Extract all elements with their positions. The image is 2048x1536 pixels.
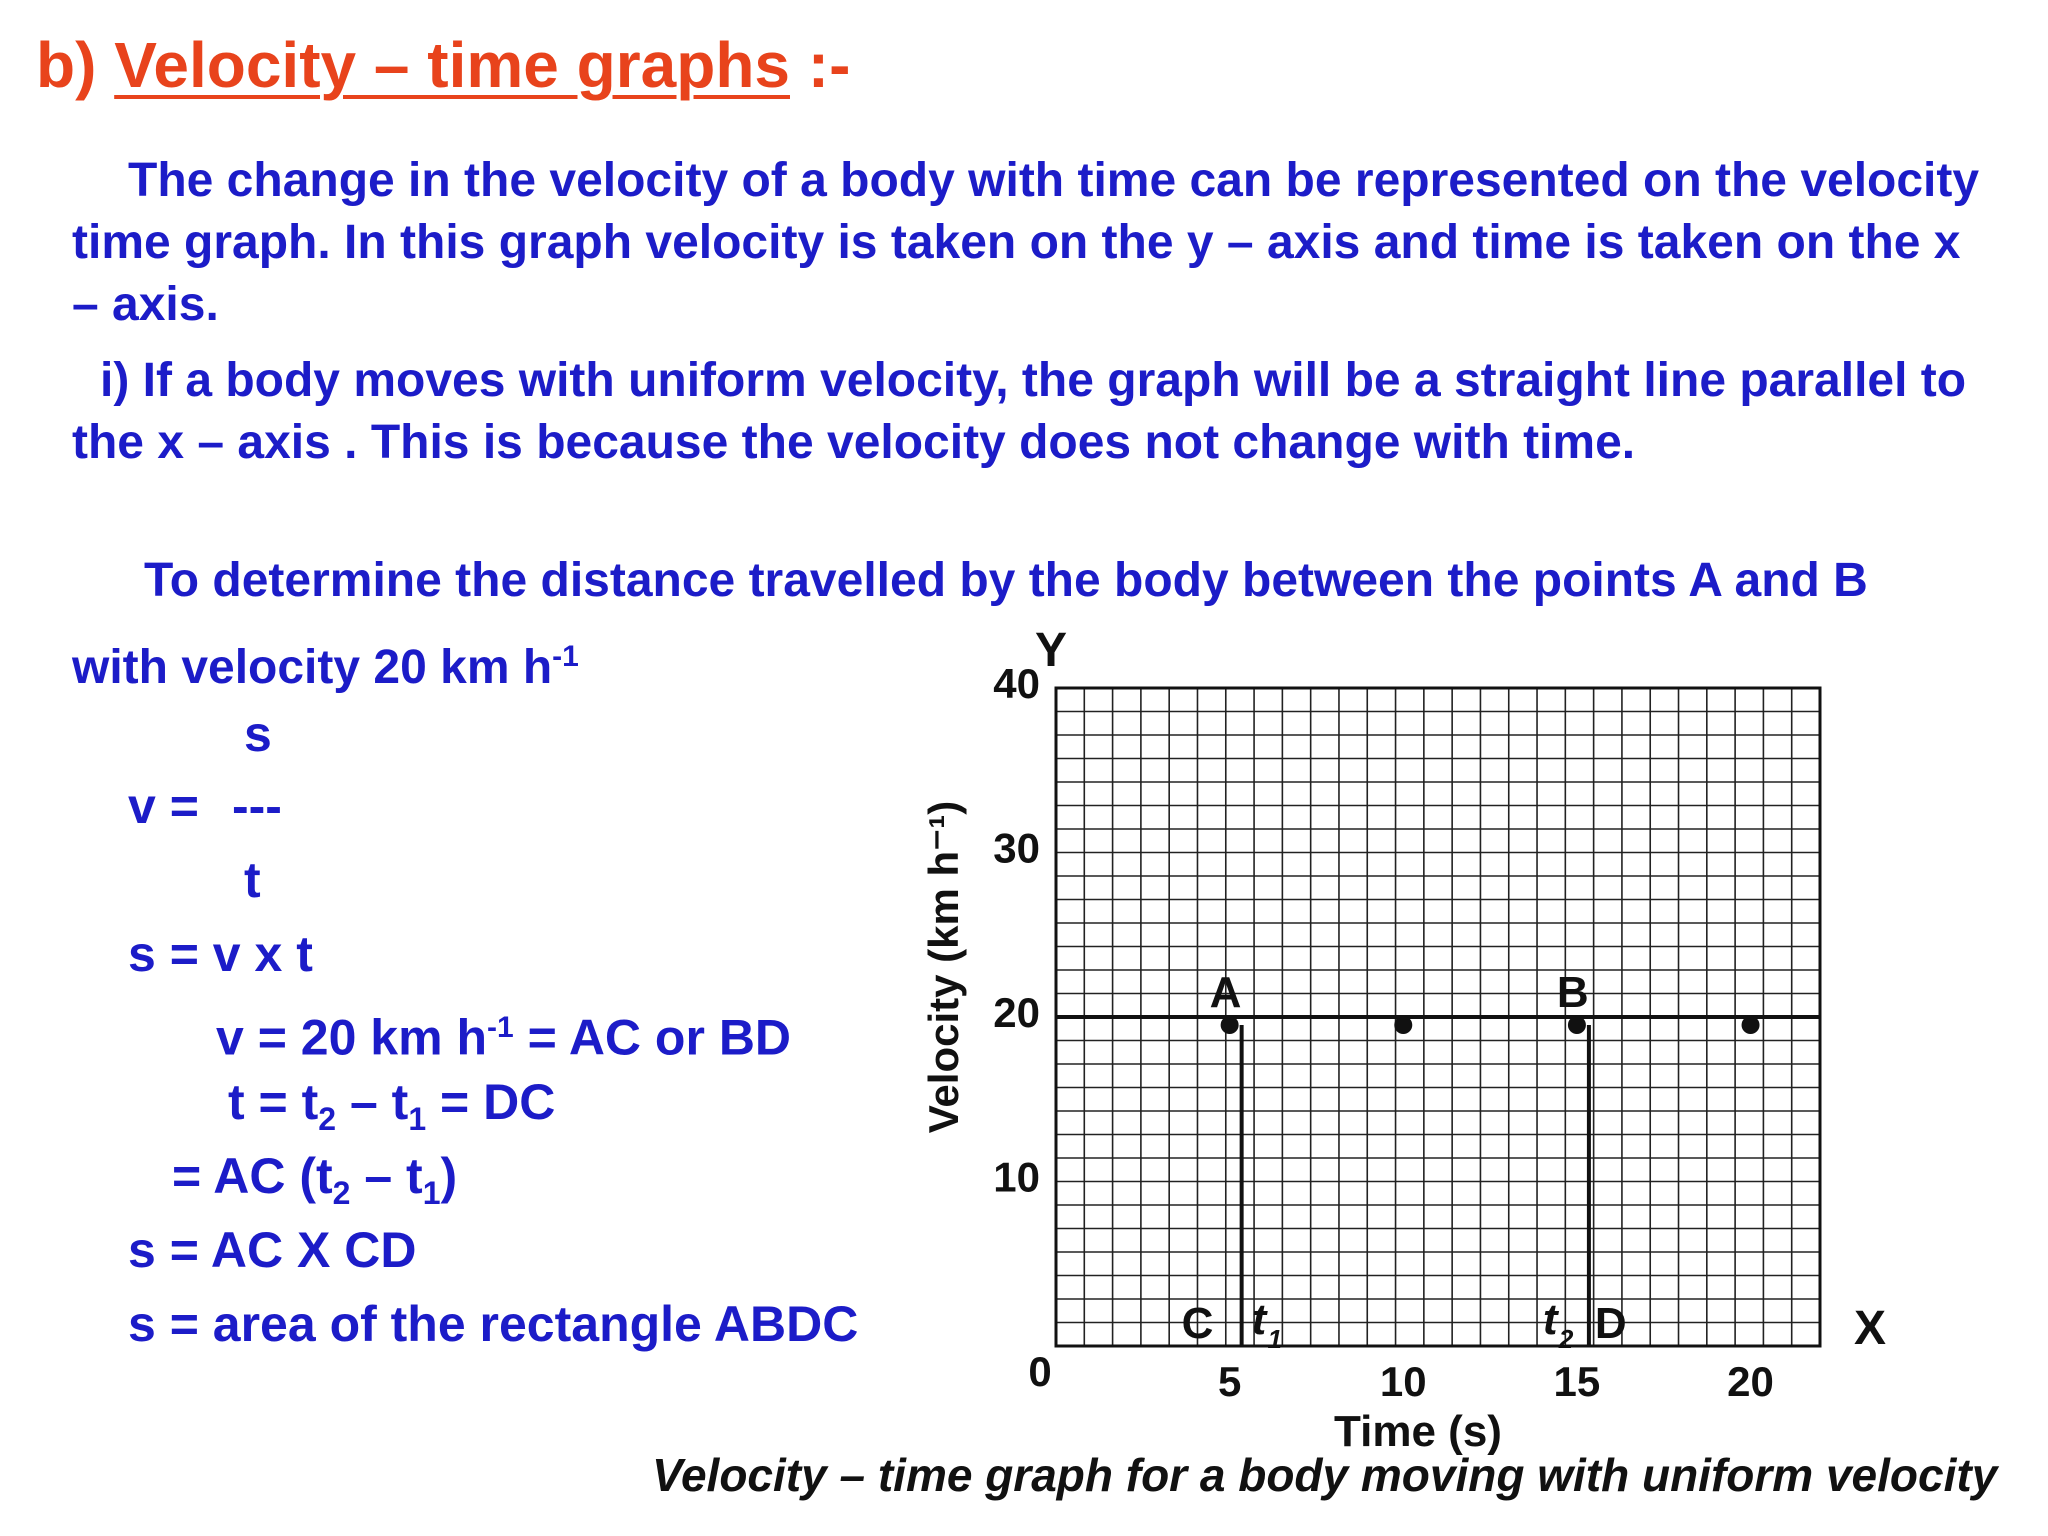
y-axis-title: Velocity (km h⁻¹)	[920, 800, 967, 1134]
eq-t-denominator: t	[244, 852, 261, 908]
eq-s-acxcd: s = AC X CD	[128, 1222, 417, 1278]
title-prefix: b)	[36, 29, 97, 101]
annotation-t2-subscript: 2	[1558, 1324, 1574, 1354]
eq-v-equals: v =	[128, 778, 199, 834]
eq-t-a: t = t	[228, 1074, 319, 1130]
determine-line-1: To determine the distance travelled by the body between the points A and B	[144, 554, 1868, 607]
data-point	[1742, 1016, 1760, 1034]
eq-v-text: v = 20 km h	[216, 1009, 487, 1066]
annotation-t1-subscript: 1	[1267, 1324, 1283, 1354]
x-tick-label: 10	[1379, 1358, 1427, 1405]
y-axis-letter: Y	[1034, 624, 1068, 677]
annotation-C: C	[1181, 1299, 1214, 1348]
eq-ac-mid: – t	[350, 1148, 423, 1204]
x-tick-label: 15	[1553, 1358, 1601, 1405]
uniform-velocity-paragraph: i) If a body moves with uniform velocity, the graph will be a straight line parallel to the x – axis . This is because the velocity does not change with time.	[72, 354, 1967, 469]
eq-t-sub1: 1	[408, 1101, 427, 1137]
y-tick-label: 10	[993, 1153, 1040, 1201]
data-point	[1394, 1016, 1412, 1034]
y-tick-label: 20	[993, 989, 1040, 1036]
eq-ac-a: = AC (t	[172, 1148, 333, 1204]
chart-caption: Velocity – time graph for a body moving with uniform velocity	[652, 1449, 1998, 1501]
eq-v-tail: = AC or BD	[513, 1009, 792, 1066]
eq-s-area: s = area of the rectangle ABDC	[128, 1296, 859, 1352]
point-label: B	[1556, 968, 1589, 1017]
eq-ac-sub2: 2	[332, 1175, 351, 1211]
x-axis-title: Time (s)	[1334, 1407, 1502, 1456]
eq-ac-tail: )	[440, 1148, 458, 1204]
point-label: A	[1209, 968, 1242, 1017]
determine-line-2-text: with velocity 20 km h	[72, 641, 553, 694]
data-point	[1568, 1016, 1586, 1034]
x-tick-label: 5	[1217, 1358, 1242, 1405]
y-tick-label: 40	[993, 660, 1040, 707]
intro-paragraph: The change in the velocity of a body with time can be represented on the velocity time graph. In this graph velocity is taken on the y – axis and time is taken on the x – axis.	[72, 154, 1980, 331]
eq-fraction-bar: ---	[232, 778, 282, 834]
x-tick-label: 0	[1028, 1348, 1052, 1395]
title-suffix: :-	[807, 29, 851, 101]
x-axis-letter: X	[1853, 1302, 1887, 1355]
eq-ac-sub1: 1	[422, 1175, 441, 1211]
determine-line-2-sup: -1	[552, 640, 579, 673]
title-text: Velocity – time graphs	[114, 29, 790, 101]
annotation-t2: t	[1542, 1295, 1558, 1344]
data-point	[1221, 1016, 1239, 1034]
y-tick-label: 30	[993, 824, 1040, 872]
eq-t-tail: = DC	[426, 1074, 556, 1130]
eq-s-numerator: s	[244, 706, 272, 762]
eq-t-sub2: 2	[318, 1101, 337, 1137]
eq-v-sup: -1	[487, 1011, 514, 1044]
annotation-D: D	[1594, 1299, 1627, 1348]
annotation-t1: t	[1251, 1295, 1267, 1344]
eq-t-mid: – t	[336, 1074, 409, 1130]
x-tick-label: 20	[1727, 1358, 1774, 1405]
eq-s-vxt: s = v x t	[128, 926, 313, 982]
